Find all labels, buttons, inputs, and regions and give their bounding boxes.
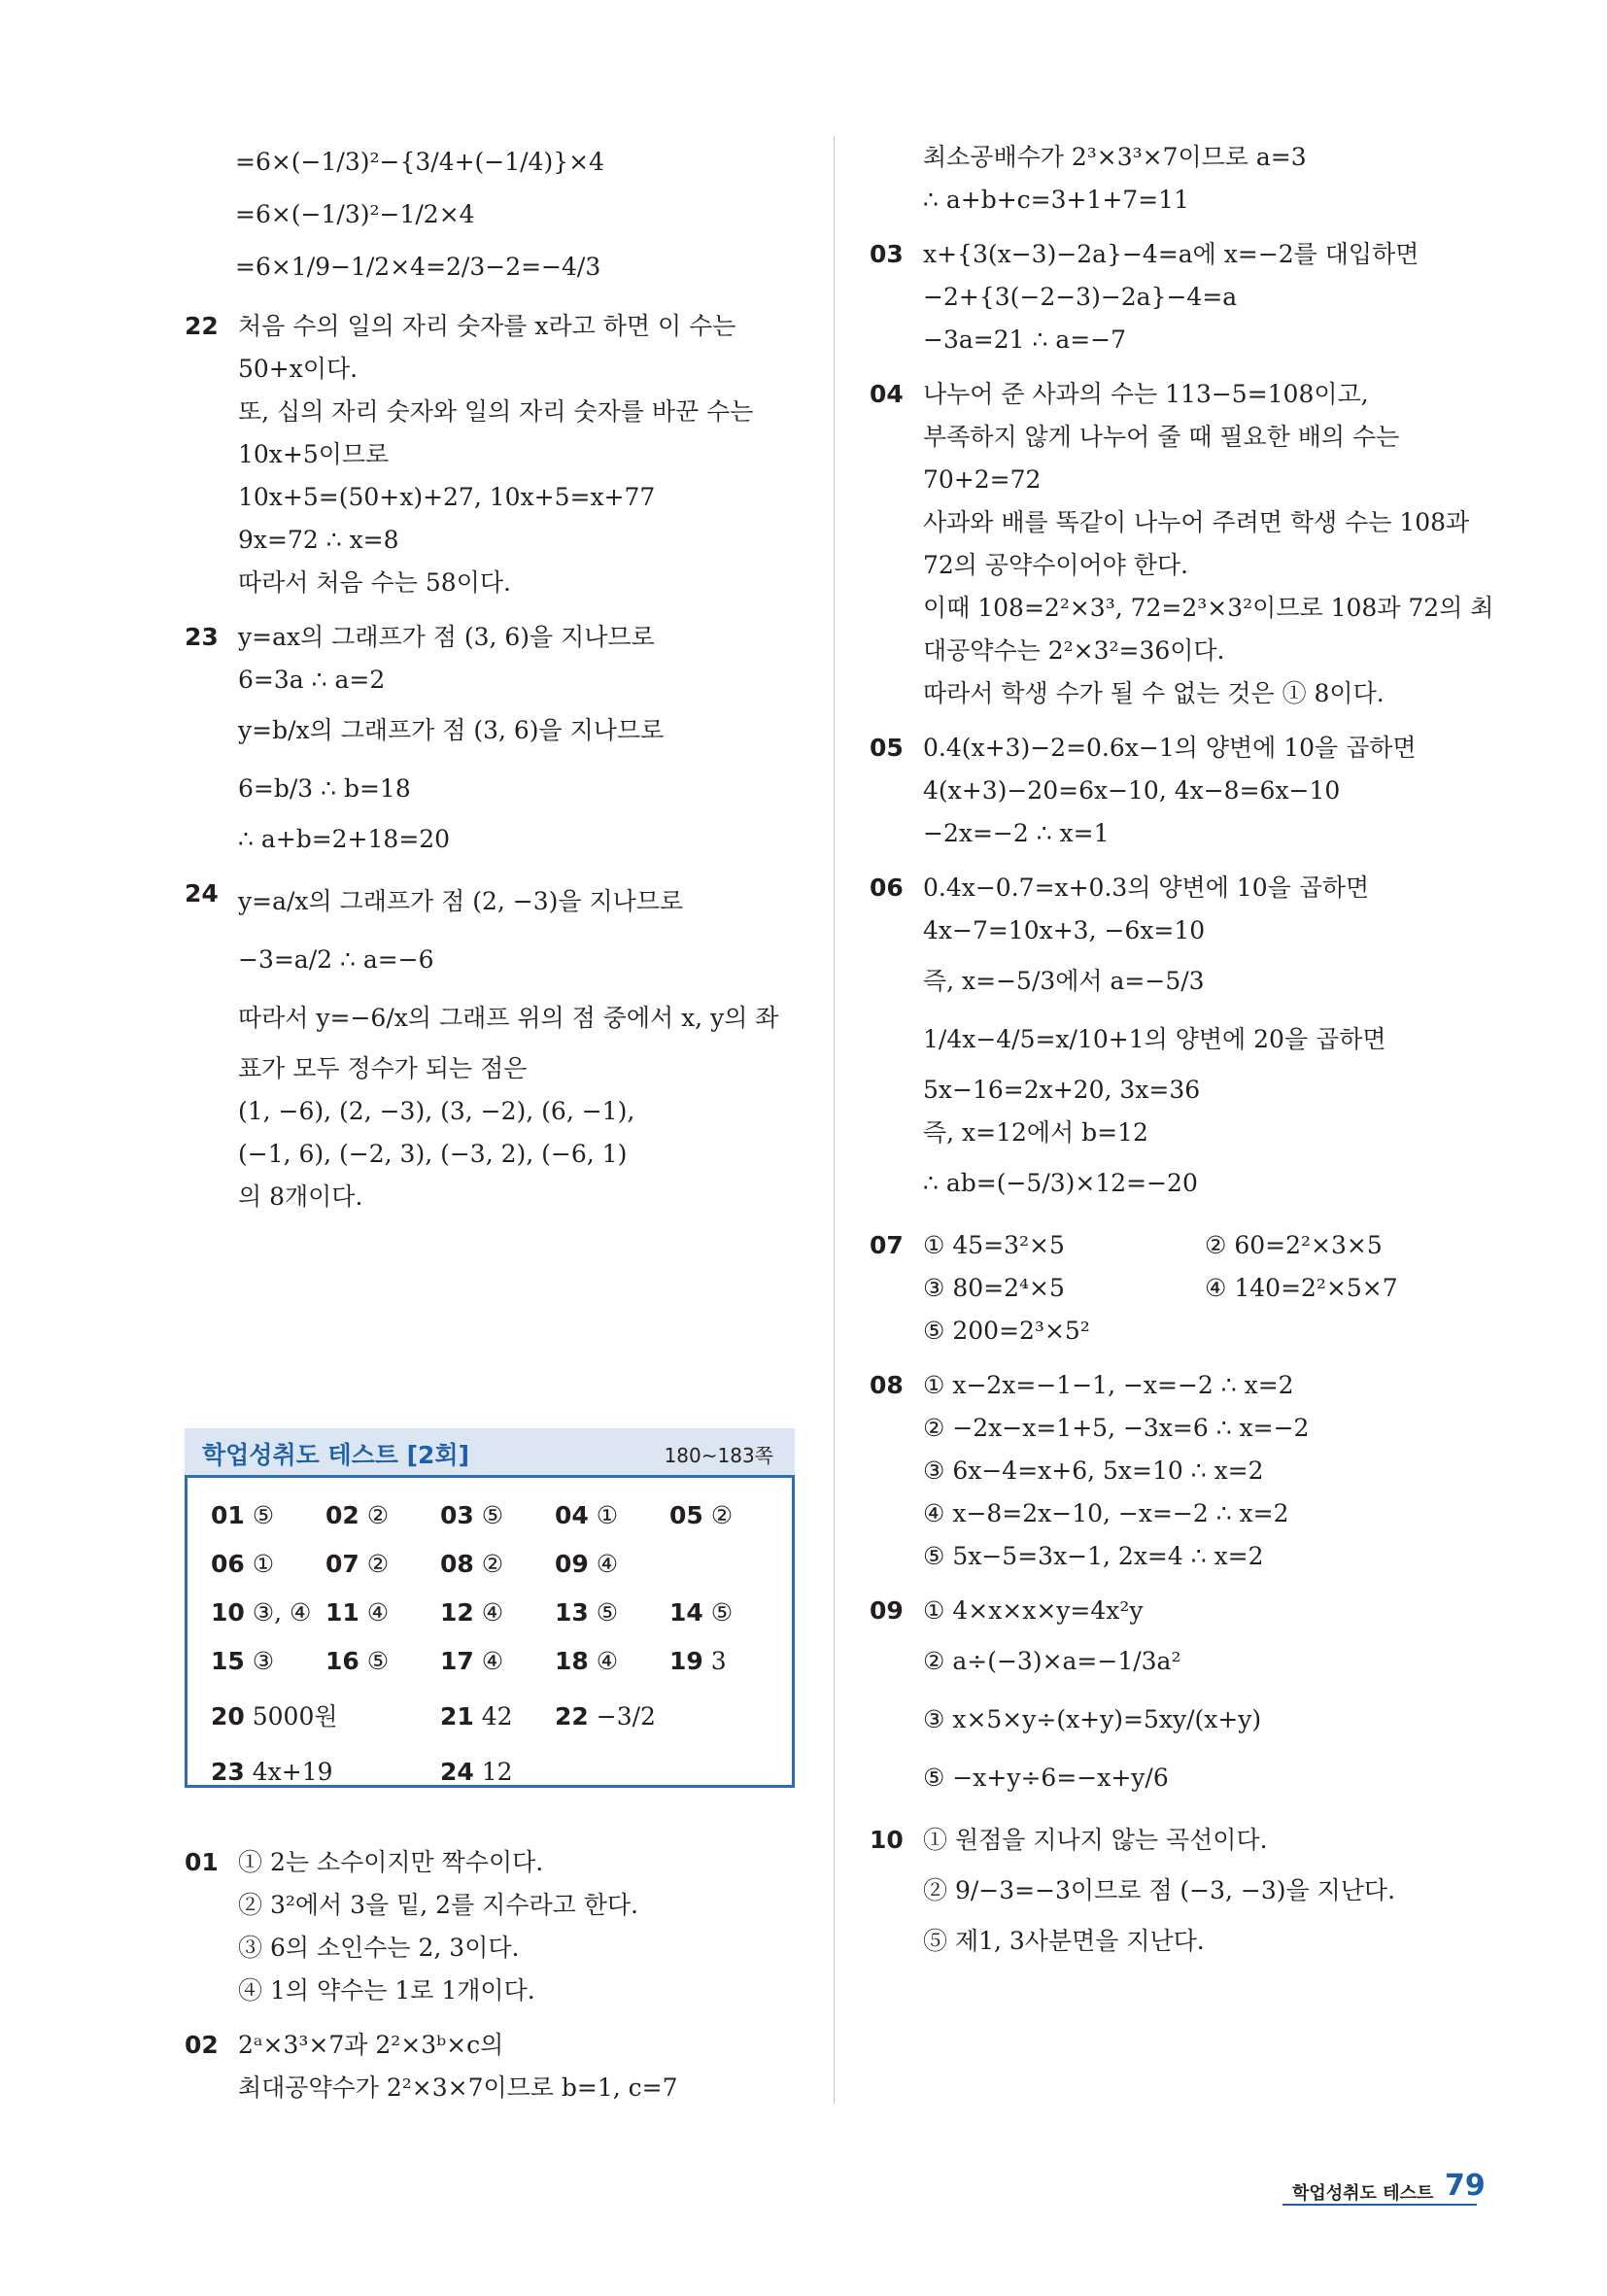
answer-value: ⑤ xyxy=(366,1647,390,1675)
answer-number: 06 xyxy=(211,1550,245,1578)
solution-line: (−1, 6), (−2, 3), (−3, 2), (−6, 1) xyxy=(238,1140,628,1168)
answer-value: ④ xyxy=(596,1647,619,1675)
answer-number: 16 xyxy=(325,1647,359,1675)
solution-09 xyxy=(870,1590,1491,1807)
answer-value: ① xyxy=(596,1501,619,1529)
solution-line: 또, 십의 자리 숫자와 일의 자리 숫자를 바꾼 수는 xyxy=(238,397,754,426)
solution-line: −3a=21 ∴ a=−7 xyxy=(923,326,1127,354)
answer-key-grid xyxy=(185,1475,795,1788)
answer-row xyxy=(211,1491,792,1540)
footer-section-label: 학업성취도 테스트 xyxy=(1292,2183,1434,2204)
solution-24 xyxy=(185,873,806,1218)
solution-line: 10x+5이므로 xyxy=(238,440,390,468)
solution-line: ② a÷(−3)×a=−1/3a² xyxy=(923,1647,1181,1675)
answer-key-header xyxy=(185,1428,795,1475)
solution-line: 대공약수는 2²×3²=36이다. xyxy=(923,636,1225,665)
solution-line: y=b/x의 그래프가 점 (3, 6)을 지나므로 xyxy=(238,716,665,744)
answer-number: 10 xyxy=(211,1598,245,1627)
solution-line: 4(x+3)−20=6x−10, 4x−8=6x−10 xyxy=(923,776,1341,805)
answer-value: ③, ④ xyxy=(252,1598,312,1627)
solution-07 xyxy=(870,1224,1491,1353)
solution-line: 10x+5=(50+x)+27, 10x+5=x+77 xyxy=(238,483,656,511)
answer-key xyxy=(185,1428,795,1788)
answer-number: 12 xyxy=(440,1598,474,1627)
problem-number: 23 xyxy=(185,623,219,651)
solution-line: ④ 1의 약수는 1로 1개이다. xyxy=(238,1976,535,2005)
problem-number: 05 xyxy=(870,734,904,762)
solution-line: 0.4(x+3)−2=0.6x−1의 양변에 10을 곱하면 xyxy=(923,734,1417,762)
solution-line: 70+2=72 xyxy=(923,465,1042,494)
solution-line: ① 4×x×x×y=4x²y xyxy=(923,1596,1144,1625)
solution-line: 72의 공약수이어야 한다. xyxy=(923,551,1189,579)
solution-line: ② −2x−x=1+5, −3x=6 ∴ x=−2 xyxy=(923,1414,1310,1442)
solution-line: 1/4x−4/5=x/10+1의 양변에 20을 곱하면 xyxy=(923,1025,1386,1053)
answer-row xyxy=(211,1748,792,1797)
solution-05 xyxy=(870,727,1491,855)
answer-number: 07 xyxy=(325,1550,359,1578)
solution-08 xyxy=(870,1364,1491,1578)
solution-line: 따라서 y=−6/x의 그래프 위의 점 중에서 x, y의 좌 xyxy=(238,1004,779,1032)
answer-value: ⑤ xyxy=(252,1501,275,1529)
solution-line: ⑤ −x+y÷6=−x+y/6 xyxy=(923,1764,1169,1792)
right-column xyxy=(870,136,1494,1963)
solution-line: ② 3²에서 3을 밑, 2를 지수라고 한다. xyxy=(238,1891,638,1919)
answer-value: ⑤ xyxy=(710,1598,734,1627)
answer-value: ④ xyxy=(481,1647,504,1675)
solution-line: ⑤ 200=2³×5² xyxy=(923,1317,1090,1345)
solution-line: 사과와 배를 똑같이 나누어 주려면 학생 수는 108과 xyxy=(923,508,1470,536)
answer-value: ⑤ xyxy=(481,1501,504,1529)
answer-number: 04 xyxy=(555,1501,589,1529)
answer-number: 24 xyxy=(440,1758,474,1786)
solution-line: ⑤ 제1, 3사분면을 지난다. xyxy=(923,1927,1205,1955)
answer-value: 4x+19 xyxy=(252,1758,333,1786)
answer-row xyxy=(211,1589,792,1637)
problem-number: 04 xyxy=(870,380,904,408)
solution-line-pair xyxy=(923,1267,1491,1310)
problem-number: 24 xyxy=(185,879,219,908)
solution-line: 2ᵃ×3³×7과 2²×3ᵇ×c의 xyxy=(238,2031,504,2059)
solution-line: 50+x이다. xyxy=(238,355,359,383)
problem-number: 08 xyxy=(870,1371,904,1399)
answer-value: 5000원 xyxy=(252,1702,338,1731)
solution-line: ② 60=2²×3×5 xyxy=(1205,1231,1383,1259)
solution-line: 따라서 학생 수가 될 수 없는 것은 ① 8이다. xyxy=(923,679,1385,707)
solution-line: ③ 6x−4=x+6, 5x=10 ∴ x=2 xyxy=(923,1456,1264,1485)
answer-number: 19 xyxy=(669,1647,703,1675)
solution-04 xyxy=(870,373,1494,715)
problem-number: 10 xyxy=(870,1826,904,1854)
solution-10 xyxy=(870,1819,1491,1963)
solution-line: 부족하지 않게 나누어 줄 때 필요한 배의 수는 xyxy=(923,423,1400,451)
answer-value: ④ xyxy=(366,1598,390,1627)
answer-value: ④ xyxy=(481,1598,504,1627)
answer-number: 14 xyxy=(669,1598,703,1627)
solution-line: 6=b/3 ∴ b=18 xyxy=(238,774,411,803)
answer-value: ⑤ xyxy=(596,1598,619,1627)
answer-value: 3 xyxy=(710,1647,727,1675)
solution-line: (1, −6), (2, −3), (3, −2), (6, −1), xyxy=(238,1097,635,1125)
answer-number: 11 xyxy=(325,1598,359,1627)
solution-line: ② 9/−3=−3이므로 점 (−3, −3)을 지난다. xyxy=(923,1876,1396,1904)
problem-number: 01 xyxy=(185,1848,219,1876)
solution-line: −2x=−2 ∴ x=1 xyxy=(923,819,1110,847)
answer-value: ④ xyxy=(596,1550,619,1578)
solution-line: 나누어 준 사과의 수는 113−5=108이고, xyxy=(923,380,1369,408)
answer-number: 17 xyxy=(440,1647,474,1675)
answer-value: ② xyxy=(366,1501,390,1529)
solution-06 xyxy=(870,867,1491,1213)
answer-number: 08 xyxy=(440,1550,474,1578)
answer-row xyxy=(211,1686,792,1748)
solution-line: 0.4x−0.7=x+0.3의 양변에 10을 곱하면 xyxy=(923,874,1370,902)
solution-line: 따라서 처음 수는 58이다. xyxy=(238,568,511,597)
solution-22 xyxy=(185,305,806,604)
left-column-bottom xyxy=(185,1841,806,2109)
solution-line: 4x−7=10x+3, −6x=10 xyxy=(923,916,1206,944)
solution-02-continued xyxy=(870,136,1491,222)
solution-01 xyxy=(185,1841,806,2012)
solution-line: ∴ a+b+c=3+1+7=11 xyxy=(923,186,1189,214)
problem-number: 02 xyxy=(185,2031,219,2059)
solution-21-continued xyxy=(185,136,806,293)
solution-line: ① 45=3²×5 xyxy=(923,1231,1065,1259)
solution-line: 5x−16=2x+20, 3x=36 xyxy=(923,1076,1201,1104)
solution-line: 6=3a ∴ a=2 xyxy=(238,666,386,694)
answer-number: 05 xyxy=(669,1501,703,1529)
solution-line: ∴ ab=(−5/3)×12=−20 xyxy=(923,1169,1198,1197)
solution-line: x+{3(x−3)−2a}−4=a에 x=−2를 대입하면 xyxy=(923,240,1419,268)
answer-number: 13 xyxy=(555,1598,589,1627)
footer-rule xyxy=(1282,2204,1477,2206)
solution-line: 즉, x=−5/3에서 a=−5/3 xyxy=(923,967,1205,995)
page-number: 79 xyxy=(1445,2169,1486,2203)
solution-line: 표가 모두 정수가 되는 점은 xyxy=(238,1054,528,1082)
solution-line: ③ 80=2⁴×5 xyxy=(923,1274,1065,1302)
answer-number: 18 xyxy=(555,1647,589,1675)
solution-line: ⑤ 5x−5=3x−1, 2x=4 ∴ x=2 xyxy=(923,1542,1264,1570)
solution-line: ③ 6의 소인수는 2, 3이다. xyxy=(238,1934,520,1962)
solution-line: 즉, x=12에서 b=12 xyxy=(923,1118,1148,1147)
answer-number: 15 xyxy=(211,1647,245,1675)
math-line: =6×(−1/3)²−{3/4+(−1/4)}×4 xyxy=(235,148,604,176)
answer-row xyxy=(211,1540,792,1589)
solution-line: −2+{3(−2−3)−2a}−4=a xyxy=(923,283,1238,311)
answer-number: 02 xyxy=(325,1501,359,1529)
answer-value: ① xyxy=(252,1550,275,1578)
solution-line: 처음 수의 일의 자리 숫자를 x라고 하면 이 수는 xyxy=(238,312,736,340)
answer-row xyxy=(211,1637,792,1686)
problem-number: 09 xyxy=(870,1596,904,1625)
answer-value: ② xyxy=(366,1550,390,1578)
answer-value: −3/2 xyxy=(596,1702,656,1731)
answer-number: 21 xyxy=(440,1702,474,1731)
answer-value: ② xyxy=(481,1550,504,1578)
solution-line: 최소공배수가 2³×3³×7이므로 a=3 xyxy=(923,143,1307,171)
answer-key-pages: 180~183쪽 xyxy=(664,1444,773,1467)
solution-03 xyxy=(870,233,1491,361)
answer-key-title: 학업성취도 테스트 [2회] xyxy=(202,1441,470,1469)
solution-line: 이때 108=2²×3³, 72=2³×3²이므로 108과 72의 최 xyxy=(923,594,1494,622)
answer-number: 23 xyxy=(211,1758,245,1786)
solution-line-pair xyxy=(923,1224,1491,1267)
solution-line: 의 8개이다. xyxy=(238,1182,363,1211)
answer-number: 01 xyxy=(211,1501,245,1529)
answer-value: ③ xyxy=(252,1647,275,1675)
answer-number: 22 xyxy=(555,1702,589,1731)
answer-number: 09 xyxy=(555,1550,589,1578)
answer-number: 20 xyxy=(211,1702,245,1731)
solution-line: ③ x×5×y÷(x+y)=5xy/(x+y) xyxy=(923,1705,1262,1733)
math-line: =6×1/9−1/2×4=2/3−2=−4/3 xyxy=(235,253,601,281)
problem-number: 22 xyxy=(185,312,219,340)
solution-line: y=a/x의 그래프가 점 (2, −3)을 지나므로 xyxy=(238,887,684,915)
solution-line: ∴ a+b=2+18=20 xyxy=(238,825,451,853)
solution-line: ① 2는 소수이지만 짝수이다. xyxy=(238,1848,544,1876)
solution-line: ① 원점을 지나지 않는 곡선이다. xyxy=(923,1826,1268,1854)
solution-line: 최대공약수가 2²×3×7이므로 b=1, c=7 xyxy=(238,2073,678,2102)
problem-number: 06 xyxy=(870,874,904,902)
solution-line: 9x=72 ∴ x=8 xyxy=(238,526,399,554)
solution-line: y=ax의 그래프가 점 (3, 6)을 지나므로 xyxy=(238,623,655,651)
solution-23 xyxy=(185,616,806,861)
problem-number: 03 xyxy=(870,240,904,268)
left-column xyxy=(185,136,806,1218)
solution-line: ① x−2x=−1−1, −x=−2 ∴ x=2 xyxy=(923,1371,1294,1399)
math-line: =6×(−1/3)²−1/2×4 xyxy=(235,200,475,228)
problem-number: 07 xyxy=(870,1231,904,1259)
answer-value: ② xyxy=(710,1501,734,1529)
solution-line: ④ 140=2²×5×7 xyxy=(1205,1274,1398,1302)
column-divider xyxy=(834,136,835,2104)
answer-value: 12 xyxy=(481,1758,513,1786)
answer-value: 42 xyxy=(481,1702,513,1731)
solution-02 xyxy=(185,2024,806,2109)
solution-line: −3=a/2 ∴ a=−6 xyxy=(238,945,434,974)
solution-line: ④ x−8=2x−10, −x=−2 ∴ x=2 xyxy=(923,1499,1289,1527)
answer-number: 03 xyxy=(440,1501,474,1529)
